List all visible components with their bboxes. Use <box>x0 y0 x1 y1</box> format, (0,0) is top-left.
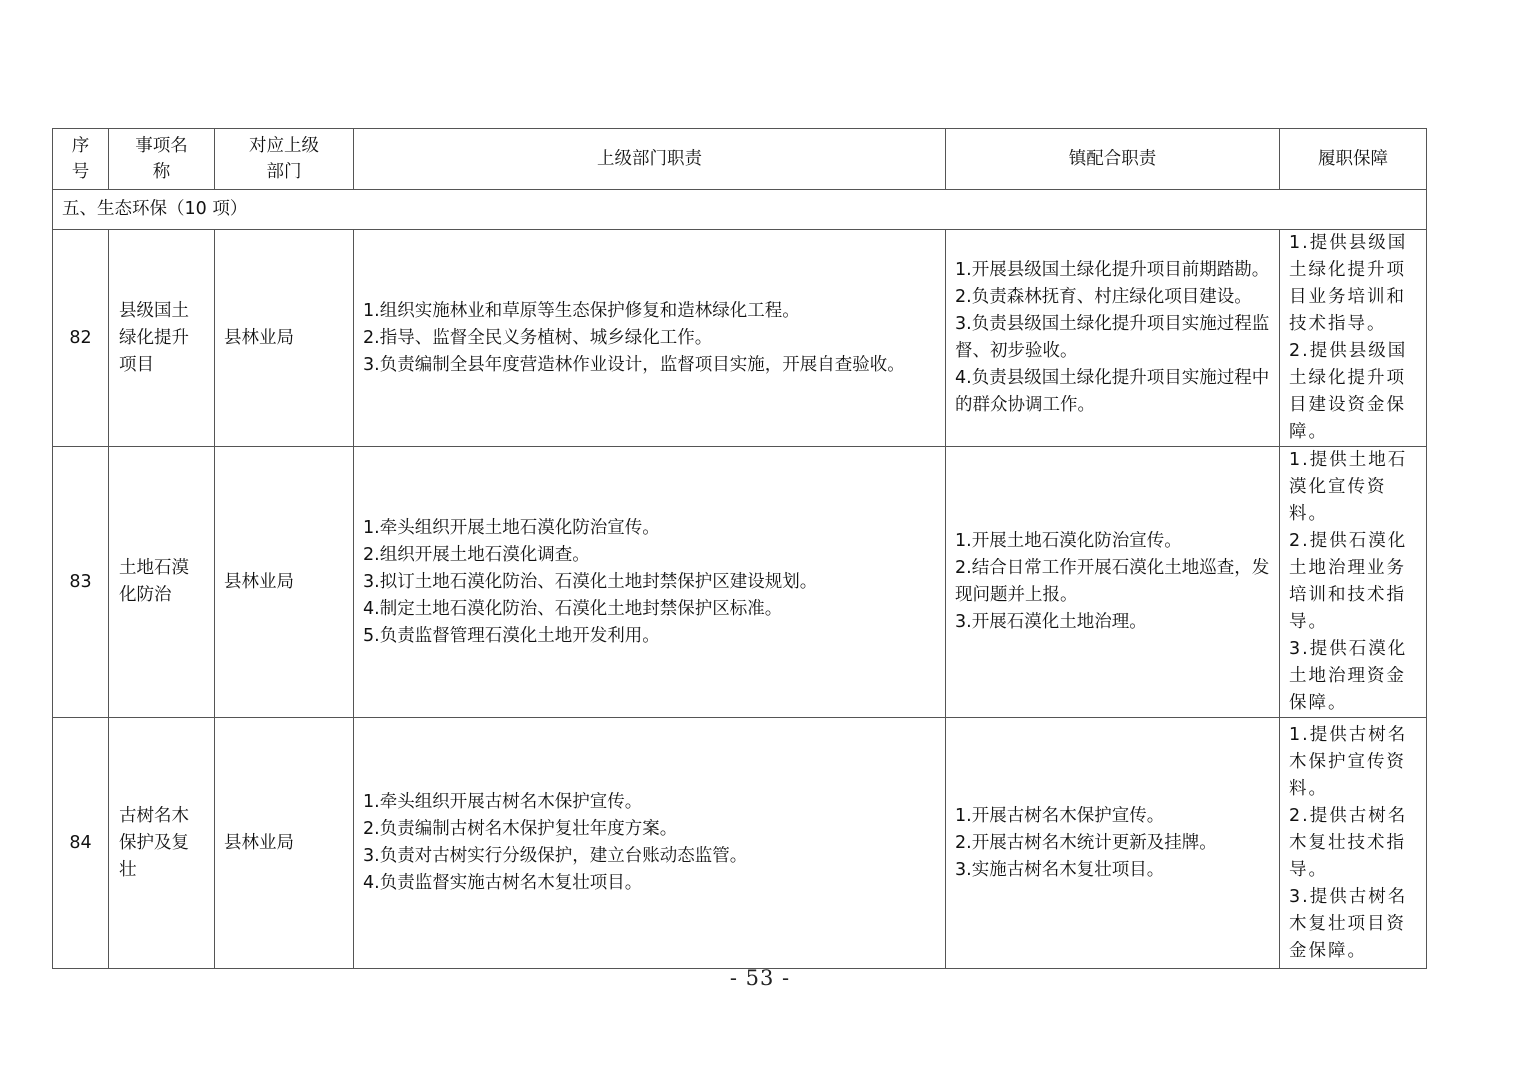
guarantee-item: 3.提供古树名木复壮项目资金保障。 <box>1289 886 1408 961</box>
row-duties <box>354 718 946 969</box>
row-duties <box>354 447 946 718</box>
row-seq: 84 <box>53 718 109 969</box>
town-item: 2.开展古树名木统计更新及挂牌。 <box>955 832 1217 853</box>
section-row <box>53 190 1427 230</box>
guarantee-item: 1.提供县级国土绿化提升项目业务培训和技术指导。 <box>1289 233 1408 334</box>
duty-item: 4.制定土地石漠化防治、石漠化土地封禁保护区标准。 <box>363 598 783 619</box>
section-title: 五、生态环保（10 项） <box>53 190 1427 230</box>
row-guarantee <box>1280 447 1427 718</box>
row-seq: 82 <box>53 230 109 447</box>
duty-item: 1.牵头组织开展土地石漠化防治宣传。 <box>363 517 660 538</box>
row-name: 土地石漠化防治 <box>109 447 215 718</box>
duty-item: 2.组织开展土地石漠化调查。 <box>363 544 590 565</box>
table-row <box>53 718 1427 969</box>
row-name: 古树名木保护及复壮 <box>109 718 215 969</box>
duty-item: 2.指导、监督全民义务植树、城乡绿化工作。 <box>363 327 713 348</box>
guarantee-item: 2.提供县级国土绿化提升项目建设资金保障。 <box>1289 341 1408 442</box>
row-guarantee <box>1280 718 1427 969</box>
header-row <box>53 129 1427 190</box>
guarantee-item: 2.提供石漠化土地治理业务培训和技术指导。 <box>1289 531 1408 632</box>
row-duties <box>354 230 946 447</box>
header-seq: 序号 <box>53 129 109 190</box>
header-town: 镇配合职责 <box>946 129 1280 190</box>
row-guarantee <box>1280 230 1427 447</box>
town-item: 1.开展土地石漠化防治宣传。 <box>955 531 1182 551</box>
page-number: - 53 - <box>729 966 791 990</box>
town-item: 3.负责县级国土绿化提升项目实施过程监督、初步验收。 <box>955 314 1270 361</box>
duty-item: 1.组织实施林业和草原等生态保护修复和造林绿化工程。 <box>363 300 800 321</box>
duty-item: 3.负责对古树实行分级保护，建立台账动态监管。 <box>363 846 748 866</box>
guarantee-item: 1.提供土地石漠化宣传资料。 <box>1289 450 1408 524</box>
header-guarantee: 履职保障 <box>1280 129 1427 190</box>
town-item: 1.开展古树名木保护宣传。 <box>955 805 1165 826</box>
duty-item: 4.负责监督实施古树名木复壮项目。 <box>363 873 643 893</box>
guarantee-item: 1.提供古树名木保护宣传资料。 <box>1289 724 1408 799</box>
town-item: 3.开展石漠化土地治理。 <box>955 612 1147 632</box>
town-item: 4.负责县级国土绿化提升项目实施过程中的群众协调工作。 <box>955 368 1270 415</box>
header-duties: 上级部门职责 <box>354 129 946 190</box>
responsibility-table <box>52 128 1427 969</box>
header-name: 事项名称 <box>109 129 215 190</box>
row-dept: 县林业局 <box>215 230 354 447</box>
duty-item: 1.牵头组织开展古树名木保护宣传。 <box>363 792 643 812</box>
row-town <box>946 447 1280 718</box>
row-town <box>946 230 1280 447</box>
row-seq: 83 <box>53 447 109 718</box>
row-town <box>946 718 1280 969</box>
duty-item: 5.负责监督管理石漠化土地开发利用。 <box>363 625 660 646</box>
guarantee-item: 3.提供石漠化土地治理资金保障。 <box>1289 639 1408 713</box>
table-row <box>53 447 1427 718</box>
duty-item: 3.拟订土地石漠化防治、石漠化土地封禁保护区建设规划。 <box>363 571 818 592</box>
town-item: 2.负责森林抚育、村庄绿化项目建设。 <box>955 287 1252 307</box>
table-row <box>53 230 1427 447</box>
row-name: 县级国土绿化提升项目 <box>109 230 215 447</box>
duty-item: 2.负责编制古树名木保护复壮年度方案。 <box>363 819 678 839</box>
row-dept: 县林业局 <box>215 718 354 969</box>
town-item: 1.开展县级国土绿化提升项目前期踏勘。 <box>955 260 1270 280</box>
duty-item: 3.负责编制全县年度营造林作业设计，监督项目实施，开展自查验收。 <box>363 354 905 375</box>
town-item: 3.实施古树名木复壮项目。 <box>955 859 1165 880</box>
header-dept: 对应上级部门 <box>215 129 354 190</box>
guarantee-item: 2.提供古树名木复壮技术指导。 <box>1289 805 1408 880</box>
town-item: 2.结合日常工作开展石漠化土地巡查，发现问题并上报。 <box>955 558 1270 605</box>
row-dept: 县林业局 <box>215 447 354 718</box>
